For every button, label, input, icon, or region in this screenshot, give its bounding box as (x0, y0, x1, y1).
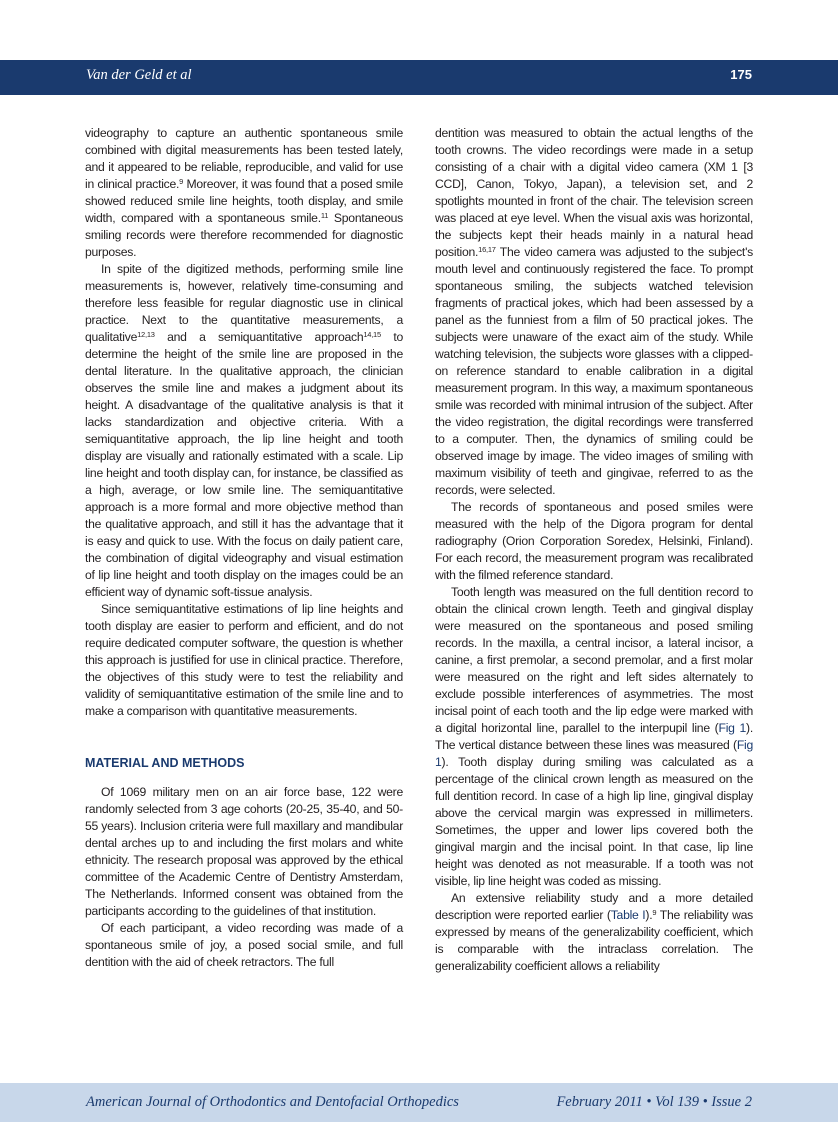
text-run: The video camera was adjusted to the subject's mouth level and continuously registered the face. To prompt spontaneous smiling, the subjects watched television fragments of practical jokes, which had been assessed by a panel as the funniest from a film of 50 practical jokes. The subjects were unaware of the exact aim of the study. While watching television, the subjects wore glasses with a clipped-on reference standard to enable calibration in a digital measurement program. In this way, a maximum spontaneous smile was recorded with minimal intrusion of the subject. After the video registration, the digital recordings were transferred to a computer. Then, the dynamics of smiling could be observed image by image. The video images of smiling with maximum visibility of teeth and gingivae, referred to as the records, were selected. (435, 245, 753, 497)
citation-superscript: 16,17 (478, 245, 496, 254)
right-paragraph-1 (435, 125, 753, 499)
text-run: ). Tooth display during smiling was calculated as a percentage of the clinical crown length as measured on the full dentition record. In case of a high lip line, gingival display above the cervical margin was expressed in millimeters. Sometimes, the upper and lower lips covered both the gingival margin and the incisal point. In that case, lip line height was denoted as not measurable. If a tooth was not visible, lip line height was coded as missing. (435, 755, 753, 888)
left-paragraph-5: Of each participant, a video recording was made of a spontaneous smile of joy, a posed social smile, and full dentition with the aid of cheek retractors. The full (85, 921, 403, 969)
text-run: In spite of the digitized methods, performing smile line measurements is, however, relatively time-consuming and therefore less feasible for regular diagnostic use in clinical practice. Next to the quantitative measurements, a qualitative (85, 262, 403, 344)
right-paragraph-4 (435, 890, 753, 975)
left-column (85, 125, 403, 971)
header-bar (0, 60, 838, 95)
section-heading-methods: MATERIAL AND METHODS (85, 756, 245, 770)
citation-superscript: 12,13 (137, 330, 155, 339)
text-run: and a semiquantitative approach (154, 330, 364, 344)
figure-reference-link[interactable]: Fig 1 (718, 721, 747, 735)
right-paragraph-2: The records of spontaneous and posed smiles were measured with the help of the Digora program for dental radiography (Orion Corporation Soredex, Helsinki, Finland). For each record, the measurement program was recalibrated with the filmed reference standard. (435, 500, 753, 582)
figure-reference-link[interactable]: Fig 1 (435, 738, 753, 769)
text-run: Spontaneous smiling records were therefore recommended for diagnostic purposes. (85, 211, 403, 259)
text-run: ). The vertical distance between these lines was measured ( (435, 721, 753, 752)
left-paragraph-1 (85, 125, 403, 261)
journal-name: American Journal of Orthodontics and Dentofacial Orthopedics (86, 1094, 459, 1110)
citation-superscript: 9 (179, 177, 184, 186)
right-paragraph-3 (435, 584, 753, 890)
text-run: Tooth length was measured on the full dentition record to obtain the clinical crown length. Teeth and gingival display were measured on the spontaneous and posed smiling records. In the maxilla, a central incisor, a lateral incisor, a canine, a first premolar, a second premolar, and a first molar were measured on the right and left sides alternately to exclude possible interferences of asymmetries. The most incisal point of each tooth and the lip edge were marked with a digital horizontal line, parallel to the interpupil line ( (435, 585, 753, 735)
footer-bar (0, 1083, 838, 1122)
citation-superscript: 9 (652, 908, 657, 917)
text-run: The reliability was expressed by means of the generalizability coefficient, which is comparable with the intraclass correlation. The generalizability coefficient allows a reliability (435, 908, 753, 973)
text-run: ). (645, 908, 653, 922)
citation-superscript: 11 (320, 211, 329, 220)
table-reference-link[interactable]: Table I (610, 908, 646, 922)
left-paragraph-2 (85, 261, 403, 601)
text-run: to determine the height of the smile line are proposed in the dental literature. In the qualitative approach, the clinician observes the smile line and makes a judgment about its height. A disadvantage of the qualitative analysis is that it lacks standardization and objective criteria. With a semiquantitative approach, the lip line height and tooth display are visually and rationally estimated with a scale. Lip line height and tooth display can, for instance, be classified as a high, average, or low smile line. The semiquantitative approach is a more formal and more objective method than the qualitative approach, and still it has the advantage that it is easy and quick to use. With the focus on daily patient care, the combination of digital videography and visual estimation of lip line height and tooth display on the images could be an efficient way of dynamic soft-tissue analysis. (85, 330, 403, 599)
citation-superscript: 14,15 (363, 330, 381, 339)
left-paragraph-3: Since semiquantitative estimations of lip line heights and tooth display are easier to perform and efficient, and do not require dedicated computer software, the question is whether this approach is justified for use in clinical practice. Therefore, the objectives of this study were to test the reliability and validity of semiquantitative estimation of the smile line and to make a comparison with quantitative measurements. (85, 602, 403, 718)
page-number: 175 (730, 67, 752, 82)
text-run: An extensive reliability study and a more detailed description were reported earlier ( (435, 891, 753, 922)
left-paragraph-4: Of 1069 military men on an air force base, 122 were randomly selected from 3 age cohorts (20-25, 35-40, and 50-55 years). Inclusion criteria were full maxillary and mandibular dental arches up to and including the first molars and white ethnicity. The research proposal was approved by the ethical committee of the Academic Centre of Dentistry Amsterdam, The Netherlands. Informed consent was obtained from the participants according to the guidelines of that institution. (85, 785, 403, 918)
issue-info: February 2011 • Vol 139 • Issue 2 (556, 1094, 752, 1110)
running-head: Van der Geld et al (86, 67, 192, 83)
text-run: videography to capture an authentic spontaneous smile combined with digital measurements has been tested lately, and it appeared to be reliable, reproducible, and valid for use in clinical practice. (85, 126, 403, 191)
right-column (435, 125, 753, 975)
text-run: dentition was measured to obtain the actual lengths of the tooth crowns. The video recordings were made in a setup consisting of a chair with a digital video camera (XM 1 [3 CCD], Canon, Tokyo, Japan), a television set, and 2 spotlights mounted in front of the chair. The television screen was placed at eye level. When the visual axis was horizontal, the subjects kept their heads mainly in a natural head position. (435, 126, 753, 259)
text-run: Moreover, it was found that a posed smile showed reduced smile line heights, tooth display, and smile width, compared with a spontaneous smile. (85, 177, 403, 225)
